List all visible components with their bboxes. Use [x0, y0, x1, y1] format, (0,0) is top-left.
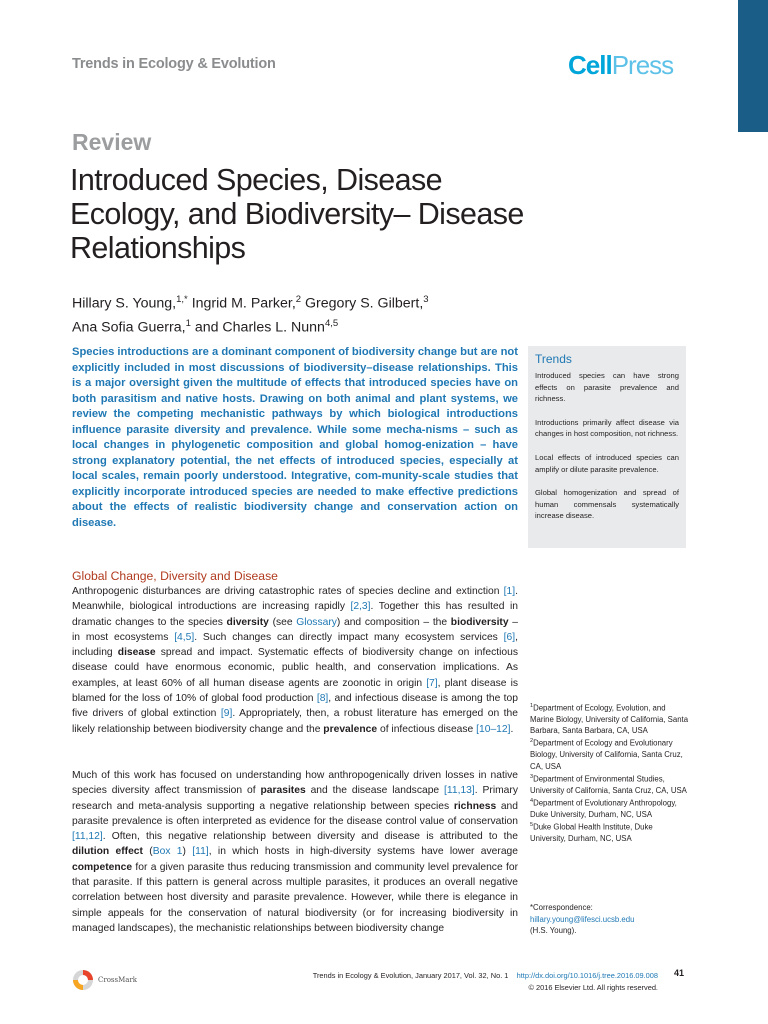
reference-link[interactable]: [6] — [503, 631, 516, 643]
trends-heading: Trends — [535, 352, 572, 366]
affiliation-number: 5 — [530, 822, 534, 829]
crossmark-badge[interactable] — [72, 968, 137, 992]
text-run: (see — [268, 616, 297, 628]
correspondence-label: *Correspondence: — [530, 903, 593, 912]
reference-link[interactable]: [9] — [220, 708, 233, 720]
text-run: , plant disease is blamed for the loss of 10% of global food production — [72, 677, 519, 705]
affiliation-item — [530, 701, 690, 736]
journal-color-stripe — [738, 0, 768, 132]
text-run: spread and impact. Systematic effects of biodiversity change on infectious disease could have enormous economic, public health, and conservation implications. As examples, at least 60% of all human disease agents are zoonotic in origin — [72, 647, 518, 689]
text-run: Much of this work has focused on understanding how anthropogenically driven losses in native species diversity affect transmission of — [72, 770, 518, 797]
reference-link[interactable]: Glossary — [296, 616, 337, 628]
footer-citation: Trends in Ecology & Evolution, January 2017, Vol. 32, No. 1 — [312, 971, 509, 980]
trends-item: Introduced species can have strong effects on parasite prevalence and richness. — [535, 371, 679, 404]
text-run: Anthropogenic disturbances are driving catastrophic rates of species decline and extinction — [72, 586, 504, 597]
correspondence — [530, 902, 690, 937]
abstract: Species introductions are a dominant component of biodiversity change but are not explicitly included in most discussions of biodiversity–disease relationships. This is a major oversight given the multitude of effects that introduced species have on both parasitism and native hosts. Drawing on both animal and plant systems, we review the competing mechanistic pathways by which biological introductions influence parasite diversity and prevalence. While some mecha-nisms – such as local changes in phylogenetic composition and global homog-enization – have strong explanatory potential, the net effects of introduced species, especially at local scales, remain poorly understood. Integrative, com-munity-scale studies that explicitly incorporate introduced species are needed to make effective predictions about the effects of realistic biodiversity change and conservation action on disease. — [72, 346, 518, 529]
reference-link[interactable]: [11] — [192, 846, 209, 858]
journal-name: Trends in Ecology & Evolution — [72, 56, 276, 72]
affiliation-text: Duke Global Health Institute, Duke University, Durham, NC, USA — [530, 822, 653, 844]
glossary-term: parasites — [260, 785, 306, 797]
affiliation-text: Department of Ecology and Evolutionary Biology, University of California, Santa Cruz, CA, USA — [530, 739, 683, 771]
page-footer — [298, 970, 658, 994]
glossary-term: diversity — [226, 616, 269, 628]
text-run: . Appropriately, then, a robust literature has emerged on the likely relationship between biodiversity change and the — [72, 708, 518, 735]
reference-link[interactable]: [4,5] — [174, 631, 195, 643]
logo-press-text: Press — [611, 50, 674, 80]
glossary-term: biodiversity — [450, 616, 509, 628]
text-run: , including — [72, 631, 518, 659]
glossary-term: dilution effect — [72, 846, 143, 858]
reference-link[interactable]: [8] — [316, 693, 329, 705]
reference-link[interactable]: [2,3] — [350, 601, 371, 613]
affiliation-number: 2 — [530, 738, 534, 745]
crossmark-icon — [72, 969, 94, 991]
affiliation-number: 3 — [530, 773, 534, 780]
affiliations — [530, 701, 690, 845]
crossmark-label: CrossMark — [98, 976, 138, 984]
text-run: . Such changes can directly impact many ecosystem services — [194, 631, 504, 643]
author-name: Gregory S. Gilbert, — [305, 295, 424, 312]
reference-link[interactable]: [10–12] — [476, 723, 511, 735]
correspondence-name: (H.S. Young). — [530, 926, 577, 935]
author-affiliation-marker: 1 — [185, 317, 191, 329]
author-affiliation-marker: 2 — [295, 294, 302, 305]
reference-link[interactable]: Box 1 — [152, 846, 183, 858]
text-run: . Meanwhile, biological introductions are increasing rapidly — [72, 586, 518, 613]
text-run: . — [510, 723, 514, 735]
affiliation-text: Department of Evolutionary Anthropology, Duke University, Durham, NC, USA — [530, 798, 677, 820]
affiliation-item — [530, 736, 690, 771]
author-list — [72, 290, 522, 337]
affiliation-number: 4 — [530, 798, 534, 805]
affiliation-item — [530, 820, 690, 844]
text-run: . Often, this negative relationship between diversity and disease is attributed to the — [102, 831, 518, 843]
glossary-term: prevalence — [323, 723, 378, 735]
reference-link[interactable]: [11,12] — [72, 831, 103, 843]
page-number: 41 — [674, 968, 685, 978]
text-run: of infectious disease — [377, 723, 477, 735]
glossary-term: richness — [453, 800, 497, 812]
body-paragraph-2 — [72, 768, 518, 936]
reference-link[interactable]: [1] — [503, 586, 516, 597]
footer-doi-link[interactable]: http://dx.doi.org/10.1016/j.tree.2016.09.008 — [516, 971, 658, 980]
text-run: , in which hosts in high-diversity systems have lower average — [208, 846, 519, 858]
logo-cell-text: Cell — [568, 50, 612, 80]
body-paragraph-1 — [72, 584, 518, 737]
affiliation-text: Department of Environmental Studies, University of California, Santa Cruz, CA, USA — [530, 774, 687, 795]
author-name: Ingrid M. Parker, — [191, 295, 296, 312]
footer-copyright: © 2016 Elsevier Ltd. All rights reserved. — [528, 983, 658, 992]
glossary-term: competence — [72, 861, 133, 873]
text-run: ) and composition – the — [336, 616, 451, 628]
text-run: . Primary research and meta-analysis supporting a negative relationship between species — [72, 785, 518, 812]
article-title: Introduced Species, Disease Ecology, and Biodiversity– Disease Relationships — [70, 163, 524, 265]
author-name: Ana Sofia Guerra, — [72, 319, 186, 336]
author-name: Hillary S. Young, — [72, 295, 177, 312]
text-run: ( — [142, 846, 153, 858]
text-run: . Together this has resulted in dramatic changes to the species — [72, 601, 518, 628]
section-heading: Global Change, Diversity and Disease — [72, 569, 278, 583]
author-affiliation-marker: 1,* — [176, 294, 188, 305]
article-type: Review — [72, 129, 152, 155]
affiliation-text: Department of Ecology, Evolution, and Marine Biology, University of California, Santa Barbara, Santa Barbara, CA, USA — [530, 703, 689, 736]
reference-link[interactable]: [11,13] — [444, 785, 475, 797]
trends-item: Introductions primarily affect disease via changes in host composition, not richness. — [535, 417, 679, 439]
affiliation-number: 1 — [530, 703, 534, 709]
text-run: and parasite prevalence is often interpreted as evidence for the disease control value of conservation — [72, 800, 518, 827]
reference-link[interactable]: [7] — [426, 677, 438, 689]
trends-box — [528, 346, 686, 548]
author-name: and Charles L. Nunn — [194, 319, 325, 336]
author-affiliation-marker: 3 — [423, 294, 429, 305]
author-affiliation-marker: 4,5 — [324, 317, 339, 329]
glossary-term: disease — [117, 647, 156, 659]
correspondence-email-link[interactable]: hillary.young@lifesci.ucsb.edu — [530, 914, 635, 924]
text-run: – in most ecosystems — [72, 616, 518, 643]
text-run: and the disease landscape — [305, 785, 445, 797]
text-run: , and infectious disease is among the top five drivers of global extinction — [72, 693, 518, 720]
text-run: ) — [182, 846, 193, 858]
trends-item: Global homogenization and spread of human commensals systematically increase disease. — [535, 488, 679, 521]
trends-item: Local effects of introduced species can amplify or dilute parasite prevalence. — [535, 452, 679, 474]
cellpress-logo — [568, 50, 673, 81]
affiliation-item — [530, 796, 690, 820]
text-run: for a given parasite thus reducing transmission and community level prevalence for that parasite. If this pattern is general across multiple parasites, it produces an overall negative correlation between host diversity and parasite prevalence. However, while there is elegance in simple appeals for the conservation of natural biodiversity (or for increasing biodiversity in managed landscapes), the mechanistic relationships between biodiversity change — [72, 861, 518, 934]
affiliation-item — [530, 772, 690, 796]
